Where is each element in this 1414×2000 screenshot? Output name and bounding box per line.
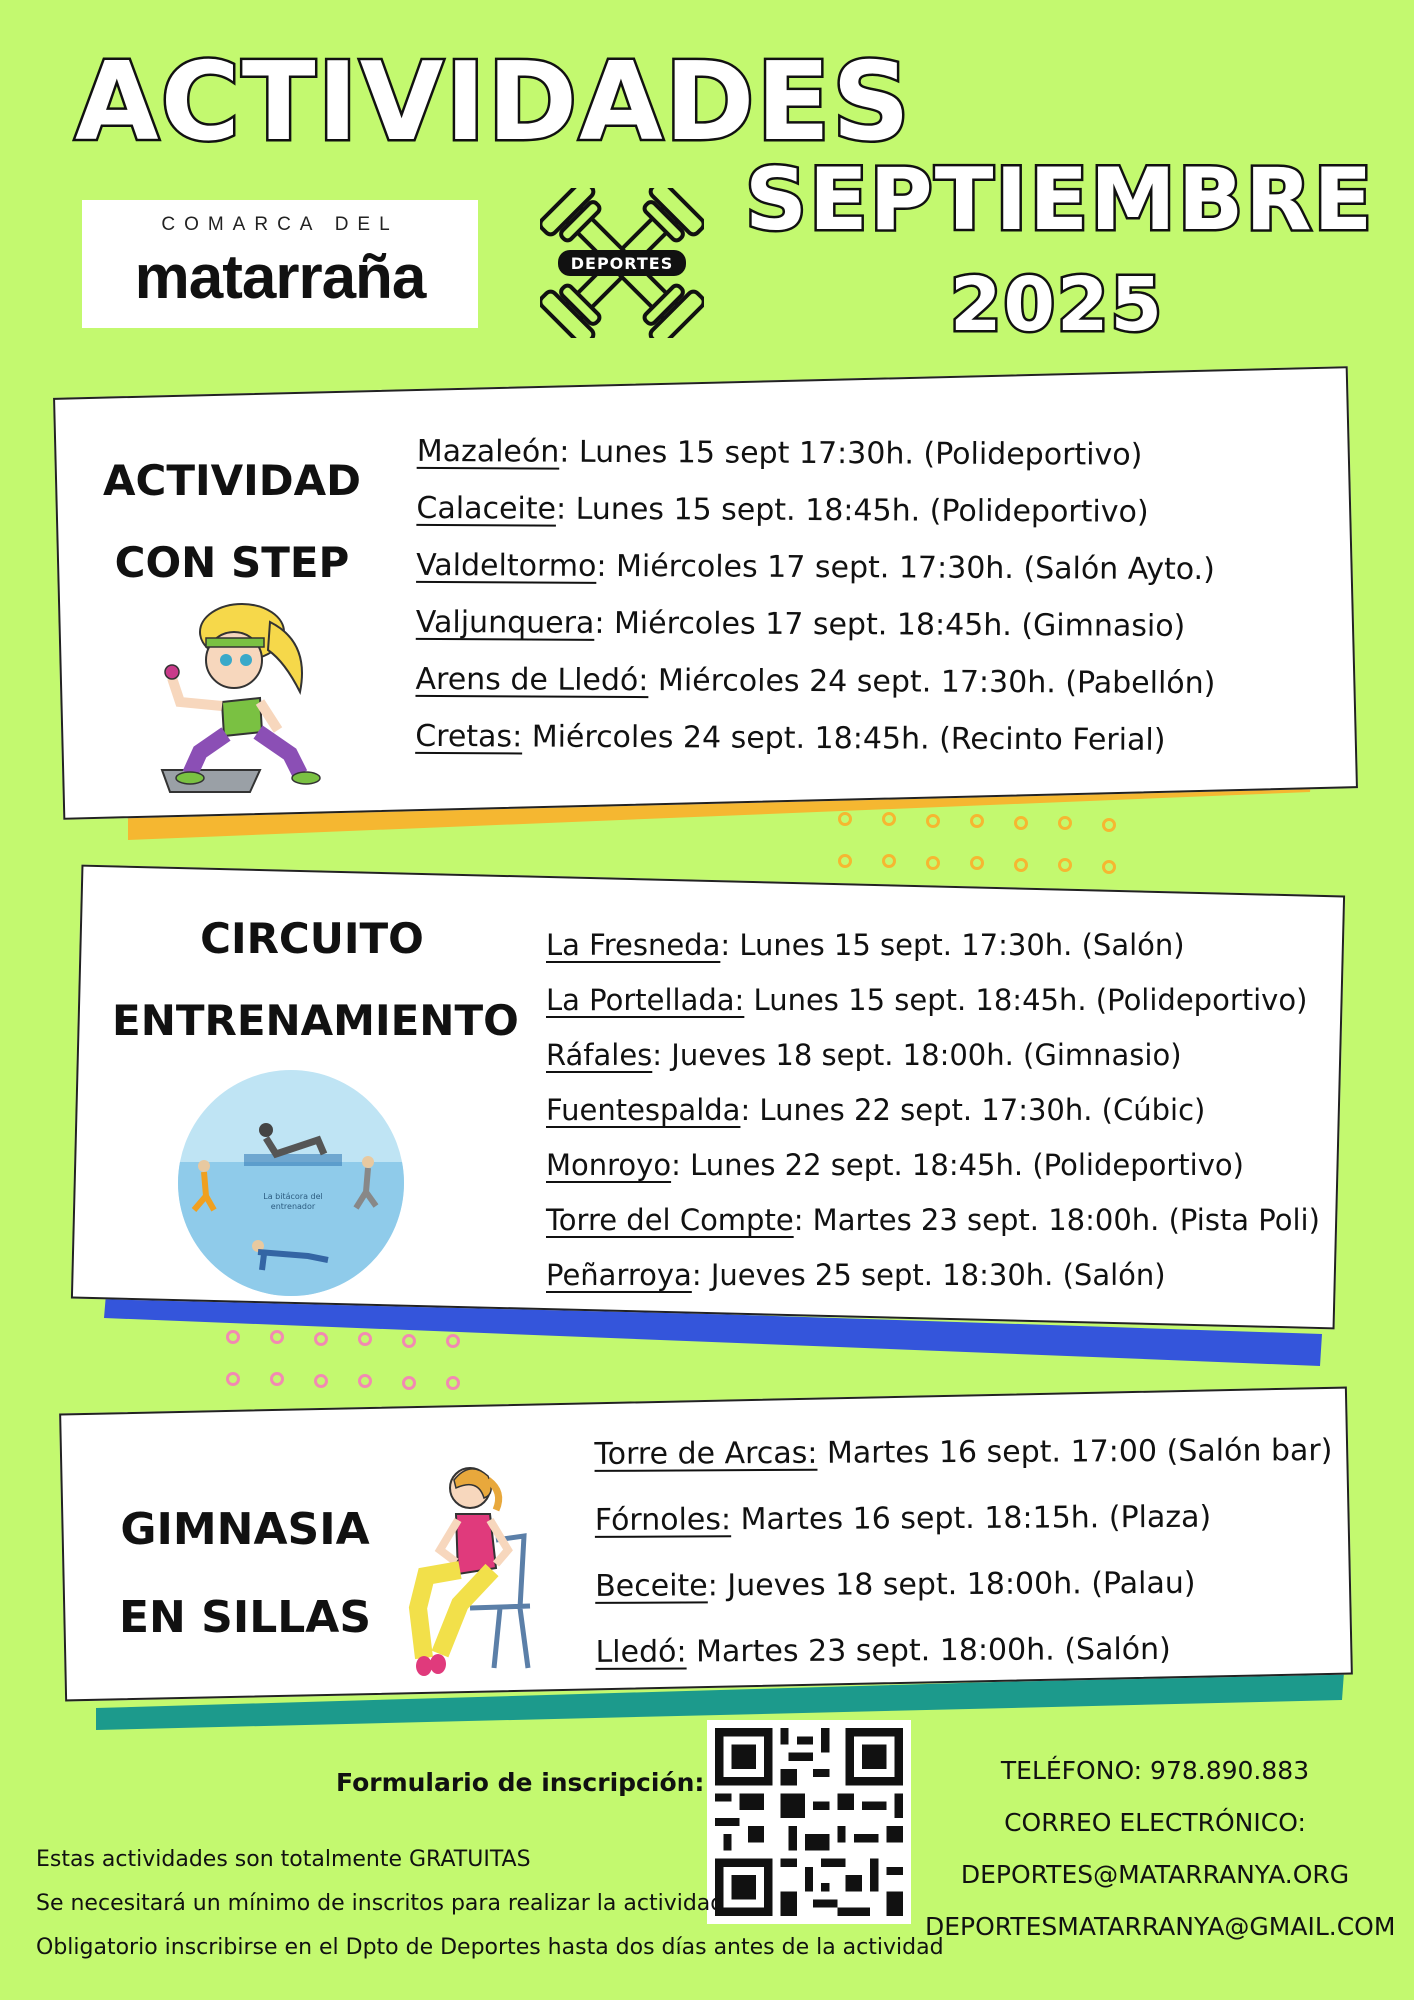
comarca-logo [82, 200, 478, 328]
registration-form-label: Formulario de inscripción: [336, 1768, 705, 1797]
sillas-section-title [100, 1486, 390, 1662]
schedule-row [416, 480, 1216, 541]
town-name: La Fresneda [546, 928, 721, 962]
step-section-title [92, 440, 372, 604]
schedule-row [546, 973, 1320, 1028]
schedule-row [546, 1248, 1320, 1303]
town-name: Fuentespalda [546, 1093, 741, 1127]
town-name: Peñarroya [546, 1258, 692, 1292]
schedule-row [595, 1616, 1333, 1686]
schedule-detail: : Jueves 18 sept. 18:00h. (Gimnasio) [652, 1038, 1182, 1072]
schedule-row [546, 1193, 1320, 1248]
note-deadline: Obligatorio inscribirse en el Dpto de Deportes hasta dos días antes de la actividad [36, 1935, 944, 1960]
schedule-detail: Martes 23 sept. 18:00h. (Salón) [686, 1631, 1171, 1670]
schedule-detail: Miércoles 24 sept. 17:30h. (Pabellón) [648, 663, 1216, 702]
town-name: Monroyo [546, 1148, 672, 1182]
schedule-detail: : Miércoles 17 sept. 18:45h. (Gimnasio) [594, 605, 1186, 644]
town-name: Valjunquera [415, 604, 595, 641]
note-free: Estas actividades son totalmente GRATUITAS [36, 1847, 531, 1872]
town-name: Torre del Compte [546, 1203, 794, 1237]
step-schedule [415, 423, 1217, 769]
schedule-detail: : Lunes 15 sept. 17:30h. (Salón) [720, 928, 1185, 962]
town-name: Arens de Lledó: [415, 661, 649, 699]
contact-email-1[interactable]: DEPORTES@MATARRANYA.ORG [960, 1860, 1350, 1889]
month-title: SEPTIEMBRE [745, 150, 1375, 250]
schedule-detail: : Jueves 25 sept. 18:30h. (Salón) [691, 1258, 1166, 1292]
contact-email-2[interactable]: DEPORTESMATARRANYA@GMAIL.COM [925, 1912, 1396, 1941]
town-name: Lledó: [595, 1634, 687, 1670]
deportes-dumbbell-icon [540, 188, 704, 342]
schedule-row [415, 708, 1215, 769]
town-name: La Portellada: [546, 983, 745, 1017]
schedule-row [595, 1550, 1333, 1620]
schedule-detail: : Miércoles 17 sept. 17:30h. (Salón Ayto.) [596, 548, 1215, 588]
schedule-row [546, 1138, 1320, 1193]
schedule-detail: : Lunes 22 sept. 18:45h. (Polideportivo) [671, 1148, 1244, 1182]
sillas-title-line-2: EN SILLAS [118, 1592, 372, 1643]
step-title-line-1: ACTIVIDAD [103, 456, 361, 505]
town-name: Ráfales [546, 1038, 653, 1072]
step-exercise-illustration [150, 602, 330, 802]
circuit-title-line-2: ENTRENAMIENTO [112, 996, 519, 1045]
contact-info [925, 1745, 1396, 1953]
circuit-schedule [546, 918, 1320, 1303]
town-name: Mazaleón [416, 433, 560, 470]
schedule-row [546, 918, 1320, 973]
schedule-row [546, 1028, 1320, 1083]
town-name: Torre de Arcas: [594, 1435, 818, 1472]
logo-top-text: COMARCA DEL [161, 214, 399, 235]
schedule-row [594, 1418, 1332, 1488]
circuit-section-title [112, 898, 519, 1062]
schedule-detail: Martes 16 sept. 18:15h. (Plaza) [730, 1499, 1212, 1538]
town-name: Calaceite [416, 490, 557, 527]
schedule-detail: Martes 16 sept. 17:00 (Salón bar) [817, 1433, 1333, 1471]
chair-exercise-illustration [400, 1458, 540, 1680]
contact-phone[interactable]: TELÉFONO: 978.890.883 [1000, 1756, 1310, 1785]
year-title: 2025 [950, 262, 1164, 348]
town-name: Beceite [595, 1568, 708, 1604]
schedule-row [417, 423, 1217, 484]
note-minimum: Se necesitará un mínimo de inscritos para realizar la actividad [36, 1891, 725, 1916]
image-caption: La bitácora del entrenador [263, 1192, 323, 1211]
schedule-row [415, 651, 1215, 712]
decorative-dots-orange [838, 812, 1128, 882]
schedule-detail: : Lunes 15 sept 17:30h. (Polideportivo) [559, 434, 1143, 473]
sillas-schedule [594, 1418, 1333, 1686]
schedule-detail: Lunes 15 sept. 18:45h. (Polideportivo) [744, 983, 1308, 1017]
schedule-detail: : Lunes 15 sept. 18:45h. (Polideportivo) [555, 491, 1149, 530]
sillas-title-line-1: GIMNASIA [120, 1504, 370, 1555]
main-title: ACTIVIDADES [75, 40, 912, 165]
footer-notes [36, 1838, 944, 1970]
step-title-line-2: CON STEP [114, 538, 350, 587]
schedule-row [416, 537, 1216, 598]
schedule-detail: Miércoles 24 sept. 18:45h. (Recinto Ferial) [522, 719, 1166, 758]
schedule-detail: : Jueves 18 sept. 18:00h. (Palau) [707, 1565, 1196, 1604]
town-name: Valdeltormo [416, 547, 597, 584]
logo-name-text: matarraña [134, 243, 426, 312]
circuit-title-line-1: CIRCUITO [200, 914, 424, 963]
schedule-detail: : Lunes 22 sept. 17:30h. (Cúbic) [740, 1093, 1206, 1127]
town-name: Cretas: [415, 718, 523, 755]
schedule-row [546, 1083, 1320, 1138]
town-name: Fórnoles: [594, 1502, 732, 1538]
deportes-badge-text: DEPORTES [570, 254, 674, 273]
schedule-detail: : Martes 23 sept. 18:00h. (Pista Poli) [793, 1203, 1320, 1237]
contact-email-label: CORREO ELECTRÓNICO: [1004, 1808, 1306, 1837]
training-circle-image [178, 1070, 404, 1296]
schedule-row [416, 594, 1216, 655]
schedule-row [595, 1484, 1333, 1554]
